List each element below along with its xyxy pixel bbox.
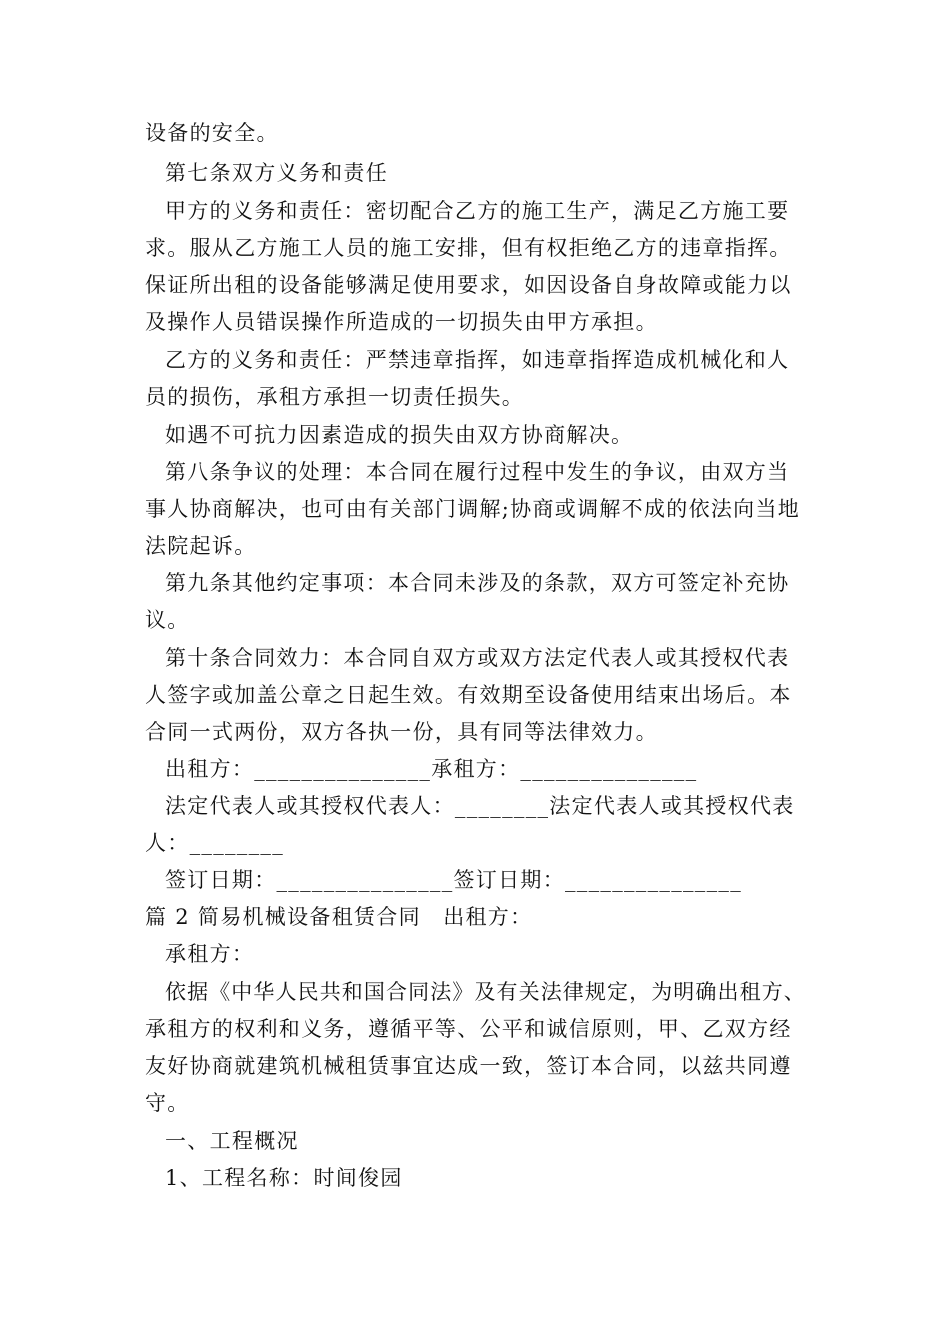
text-line: 求。服从乙方施工人员的施工安排，但有权拒绝乙方的违章指挥。: [145, 236, 792, 260]
text-line: 保证所出租的设备能够满足使用要求，如因设备自身故障或能力以: [145, 273, 792, 297]
text-line: 承租方的权利和义务，遵循平等、公平和诚信原则，甲、乙双方经: [145, 1017, 792, 1041]
text-line: 合同一式两份，双方各执一份，具有同等法律效力。: [145, 720, 658, 744]
text-line: 法院起诉。: [145, 534, 257, 558]
text-line: 友好协商就建筑机械租赁事宜达成一致，签订本合同，以兹共同遵: [145, 1054, 792, 1078]
text-line: 乙方的义务和责任：严禁违章指挥，如违章指挥造成机械化和人: [165, 348, 790, 372]
text-line: 依据《中华人民共和国合同法》及有关法律规定，为明确出租方、: [165, 980, 806, 1004]
text-line: 第八条争议的处理：本合同在履行过程中发生的争议，由双方当: [165, 460, 790, 484]
text-line: 1、工程名称：时间俊园: [165, 1166, 403, 1190]
text-line: 及操作人员错误操作所造成的一切损失由甲方承担。: [145, 310, 658, 334]
text-line: 议。: [145, 608, 190, 632]
text-line: 人签字或加盖公章之日起生效。有效期至设备使用结束出场后。本: [145, 683, 792, 707]
text-line: 第十条合同效力：本合同自双方或双方法定代表人或其授权代表: [165, 646, 790, 670]
text-line: 事人协商解决，也可由有关部门调解;协商或调解不成的依法向当地: [145, 497, 801, 521]
section-heading: 第七条双方义务和责任: [165, 161, 388, 185]
text-line: 承租方：: [165, 942, 255, 966]
text-line: 守。: [145, 1091, 190, 1115]
signature-line-representatives: 法定代表人或其授权代表人：________法定代表人或其授权代表: [165, 794, 795, 818]
signature-line-parties: 出租方：_______________承租方：_______________: [165, 757, 698, 781]
text-line: 设备的安全。: [145, 121, 279, 145]
section-title: 篇 2 简易机械设备租赁合同 出租方：: [145, 905, 533, 929]
text-line: 第九条其他约定事项：本合同未涉及的条款，双方可签定补充协: [165, 571, 790, 595]
section-heading: 一、工程概况: [165, 1129, 299, 1153]
signature-line-dates: 签订日期：_______________签订日期：_______________: [165, 868, 742, 892]
text-line: 人：________: [145, 831, 284, 855]
text-line: 如遇不可抗力因素造成的损失由双方协商解决。: [165, 423, 634, 447]
text-line: 员的损伤，承租方承担一切责任损失。: [145, 385, 525, 409]
text-line: 甲方的义务和责任：密切配合乙方的施工生产，满足乙方施工要: [165, 199, 790, 223]
